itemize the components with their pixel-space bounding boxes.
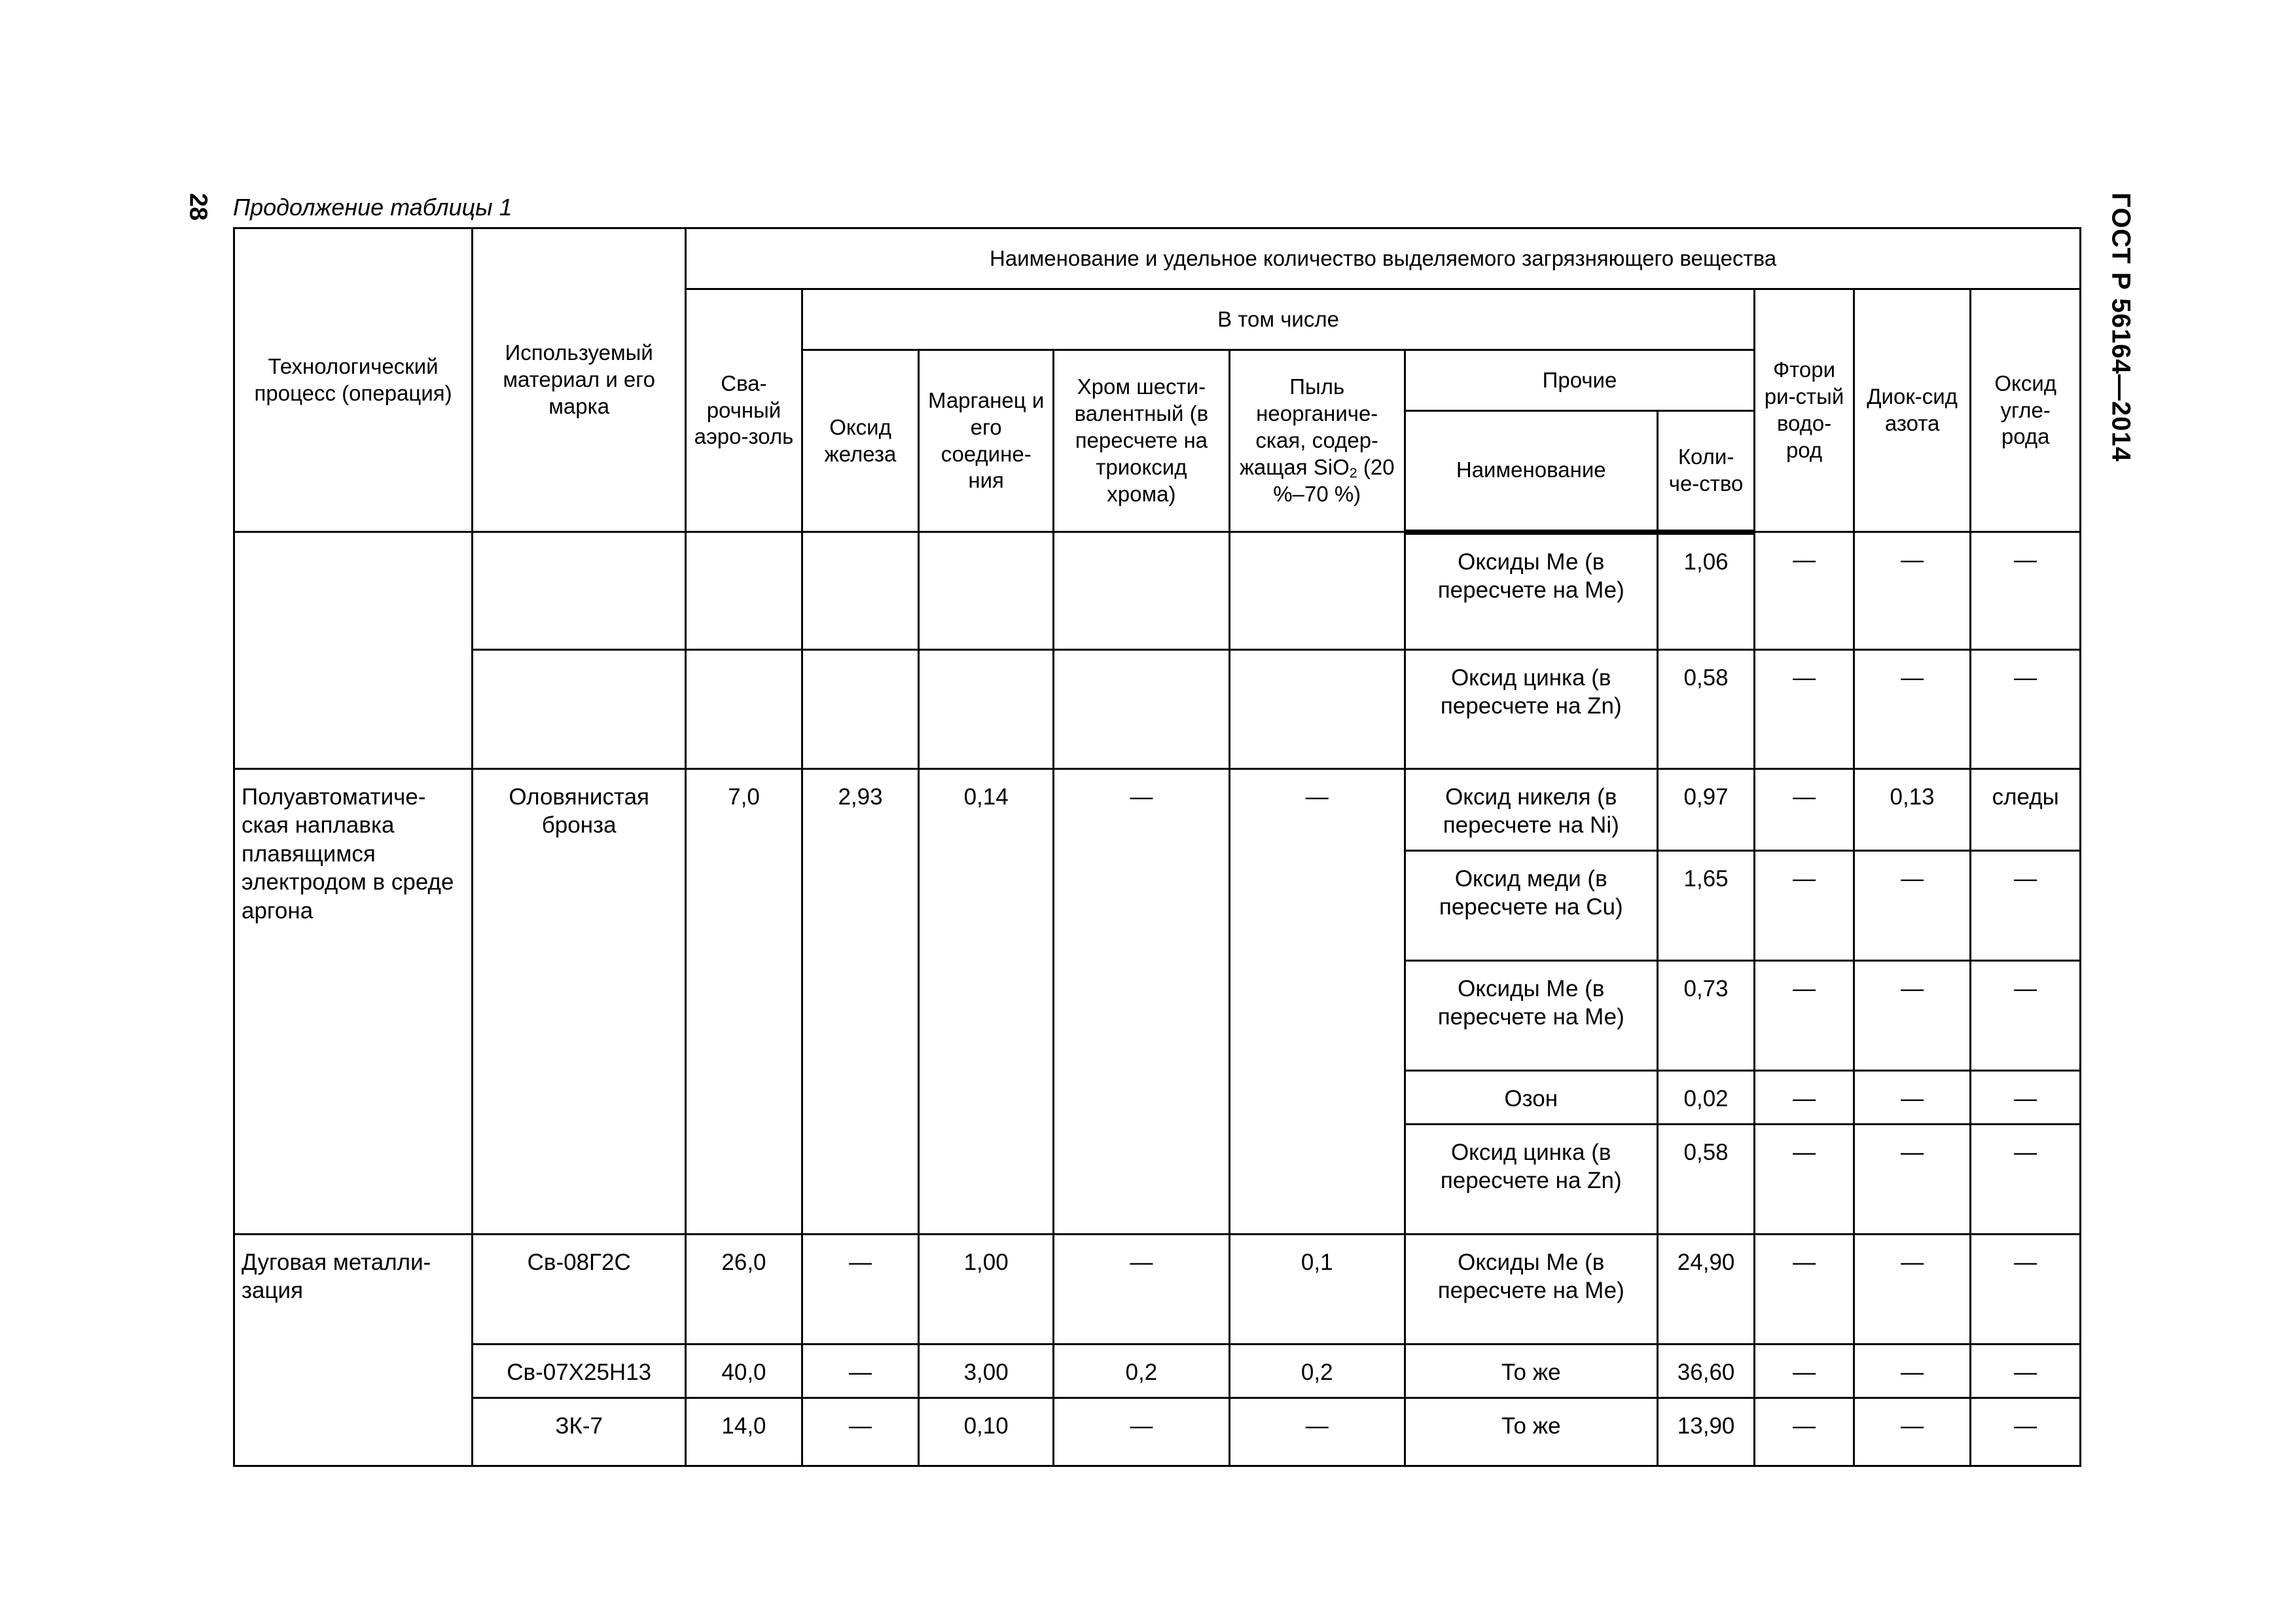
cell-nitrogen-dioxide: — xyxy=(1854,650,1971,769)
cell-other-name: Озон xyxy=(1405,1071,1657,1125)
cell-iron-oxide: — xyxy=(802,1344,919,1398)
cell-material: Св-08Г2С xyxy=(473,1235,686,1344)
cell-iron-oxide xyxy=(802,532,919,650)
header-pollutant-group: Наименование и удельное количество выделяемого загрязняющего вещества xyxy=(686,228,2081,289)
cell-other-quantity: 1,06 xyxy=(1657,532,1754,650)
cell-other-quantity: 0,58 xyxy=(1657,650,1754,769)
cell-manganese xyxy=(919,650,1054,769)
cell-carbon-oxide: — xyxy=(1971,1125,2081,1235)
header-manganese: Марганец и его соедине-ния xyxy=(919,350,1054,532)
header-dust-subscript: 2 xyxy=(1349,465,1357,481)
page-number: 28 xyxy=(184,192,212,221)
cell-hydrogen-fluoride: — xyxy=(1755,650,1854,769)
cell-nitrogen-dioxide: — xyxy=(1854,851,1971,961)
cell-iron-oxide: — xyxy=(802,1398,919,1466)
cell-dust: 0,2 xyxy=(1229,1344,1405,1398)
cell-other-name: Оксид цинка (в пересчете на Zn) xyxy=(1405,650,1657,769)
cell-dust: 0,1 xyxy=(1229,1235,1405,1344)
cell-other-name: Оксид никеля (в пересчете на Ni) xyxy=(1405,769,1657,851)
cell-other-name: Оксид цинка (в пересчете на Zn) xyxy=(1405,1125,1657,1235)
cell-dust: — xyxy=(1229,769,1405,1235)
cell-aerosol xyxy=(686,532,802,650)
cell-hydrogen-fluoride: — xyxy=(1755,1344,1854,1398)
cell-manganese: 0,14 xyxy=(919,769,1054,1235)
table-row xyxy=(234,769,2081,851)
header-material: Используемый материал и его марка xyxy=(473,228,686,532)
header-including: В том числе xyxy=(802,289,1755,350)
cell-manganese xyxy=(919,532,1054,650)
cell-dust: — xyxy=(1229,1398,1405,1466)
cell-chromium: — xyxy=(1053,1235,1229,1344)
cell-nitrogen-dioxide: 0,13 xyxy=(1854,769,1971,851)
cell-manganese: 3,00 xyxy=(919,1344,1054,1398)
table-header xyxy=(234,228,2081,532)
cell-material xyxy=(473,650,686,769)
cell-dust xyxy=(1229,532,1405,650)
cell-aerosol xyxy=(686,650,802,769)
cell-carbon-oxide: — xyxy=(1971,650,2081,769)
cell-carbon-oxide: — xyxy=(1971,1398,2081,1466)
emissions-table xyxy=(233,227,2081,1467)
cell-chromium: — xyxy=(1053,769,1229,1235)
cell-other-name: Оксиды Ме (в пересчете на Ме) xyxy=(1405,1235,1657,1344)
cell-carbon-oxide: следы xyxy=(1971,769,2081,851)
header-welding-aerosol: Сва-рочный аэро-золь xyxy=(686,289,802,532)
header-inorganic-dust xyxy=(1229,350,1405,532)
cell-material: Св-07Х25Н13 xyxy=(473,1344,686,1398)
cell-carbon-oxide: — xyxy=(1971,532,2081,650)
cell-carbon-oxide: — xyxy=(1971,851,2081,961)
cell-iron-oxide: — xyxy=(802,1235,919,1344)
cell-manganese: 0,10 xyxy=(919,1398,1054,1466)
header-hydrogen-fluoride: Фтори ри-стый водо-род xyxy=(1755,289,1854,532)
cell-hydrogen-fluoride: — xyxy=(1755,769,1854,851)
cell-chromium xyxy=(1053,650,1229,769)
cell-carbon-oxide: — xyxy=(1971,1235,2081,1344)
cell-aerosol: 14,0 xyxy=(686,1398,802,1466)
header-other-name: Наименование xyxy=(1405,411,1657,532)
cell-hydrogen-fluoride: — xyxy=(1755,1071,1854,1125)
header-other: Прочие xyxy=(1405,350,1755,411)
cell-material: Оловянистая бронза xyxy=(473,769,686,1235)
cell-other-name: То же xyxy=(1405,1398,1657,1466)
header-chromium: Хром шести-валентный (в пересчете на триоксид хрома) xyxy=(1053,350,1229,532)
cell-carbon-oxide: — xyxy=(1971,1344,2081,1398)
cell-hydrogen-fluoride: — xyxy=(1755,1398,1854,1466)
document-code: ГОСТ Р 56164—2014 xyxy=(2106,192,2136,462)
cell-iron-oxide: 2,93 xyxy=(802,769,919,1235)
cell-hydrogen-fluoride: — xyxy=(1755,1235,1854,1344)
cell-nitrogen-dioxide: — xyxy=(1854,532,1971,650)
cell-nitrogen-dioxide: — xyxy=(1854,1071,1971,1125)
cell-nitrogen-dioxide: — xyxy=(1854,1235,1971,1344)
cell-hydrogen-fluoride: — xyxy=(1755,1125,1854,1235)
header-dust-text: Пыль неорганиче-ская, содер-жащая SiO xyxy=(1239,374,1379,479)
cell-material: ЗК-7 xyxy=(473,1398,686,1466)
cell-other-quantity: 0,97 xyxy=(1657,769,1754,851)
cell-nitrogen-dioxide: — xyxy=(1854,961,1971,1071)
table-row xyxy=(234,1398,2081,1466)
cell-iron-oxide xyxy=(802,650,919,769)
cell-material xyxy=(473,532,686,650)
cell-other-quantity: 0,58 xyxy=(1657,1125,1754,1235)
table-row xyxy=(234,650,2081,769)
cell-process xyxy=(234,532,473,769)
cell-hydrogen-fluoride: — xyxy=(1755,851,1854,961)
cell-manganese: 1,00 xyxy=(919,1235,1054,1344)
header-iron-oxide: Оксид железа xyxy=(802,350,919,532)
cell-other-name: Оксиды Ме (в пересчете на Ме) xyxy=(1405,532,1657,650)
cell-aerosol: 7,0 xyxy=(686,769,802,1235)
table-row xyxy=(234,1235,2081,1344)
cell-other-name: То же xyxy=(1405,1344,1657,1398)
cell-process: Полуавтоматиче-ская наплавка плавящимся электродом в среде аргона xyxy=(234,769,473,1235)
cell-nitrogen-dioxide: — xyxy=(1854,1344,1971,1398)
header-dust-range: (20 %–70 %) xyxy=(1273,454,1395,506)
cell-other-name: Оксид меди (в пересчете на Cu) xyxy=(1405,851,1657,961)
cell-hydrogen-fluoride: — xyxy=(1755,961,1854,1071)
cell-process: Дуговая металли-зация xyxy=(234,1235,473,1466)
cell-carbon-oxide: — xyxy=(1971,1071,2081,1125)
cell-chromium: — xyxy=(1053,1398,1229,1466)
cell-other-quantity: 1,65 xyxy=(1657,851,1754,961)
cell-nitrogen-dioxide: — xyxy=(1854,1125,1971,1235)
cell-other-quantity: 24,90 xyxy=(1657,1235,1754,1344)
cell-nitrogen-dioxide: — xyxy=(1854,1398,1971,1466)
header-process: Технологический процесс (операция) xyxy=(234,228,473,532)
table-row xyxy=(234,1344,2081,1398)
table-caption: Продолжение таблицы 1 xyxy=(233,194,512,221)
header-nitrogen-dioxide: Диок-сид азота xyxy=(1854,289,1971,532)
cell-other-quantity: 0,02 xyxy=(1657,1071,1754,1125)
cell-hydrogen-fluoride: — xyxy=(1755,532,1854,650)
cell-dust xyxy=(1229,650,1405,769)
cell-aerosol: 40,0 xyxy=(686,1344,802,1398)
table-row xyxy=(234,532,2081,650)
header-carbon-oxide: Оксид угле-рода xyxy=(1971,289,2081,532)
cell-other-quantity: 13,90 xyxy=(1657,1398,1754,1466)
cell-chromium xyxy=(1053,532,1229,650)
cell-other-quantity: 0,73 xyxy=(1657,961,1754,1071)
cell-chromium: 0,2 xyxy=(1053,1344,1229,1398)
cell-other-name: Оксиды Ме (в пересчете на Ме) xyxy=(1405,961,1657,1071)
cell-carbon-oxide: — xyxy=(1971,961,2081,1071)
cell-other-quantity: 36,60 xyxy=(1657,1344,1754,1398)
cell-aerosol: 26,0 xyxy=(686,1235,802,1344)
header-other-quantity: Коли-че-ство xyxy=(1657,411,1754,532)
